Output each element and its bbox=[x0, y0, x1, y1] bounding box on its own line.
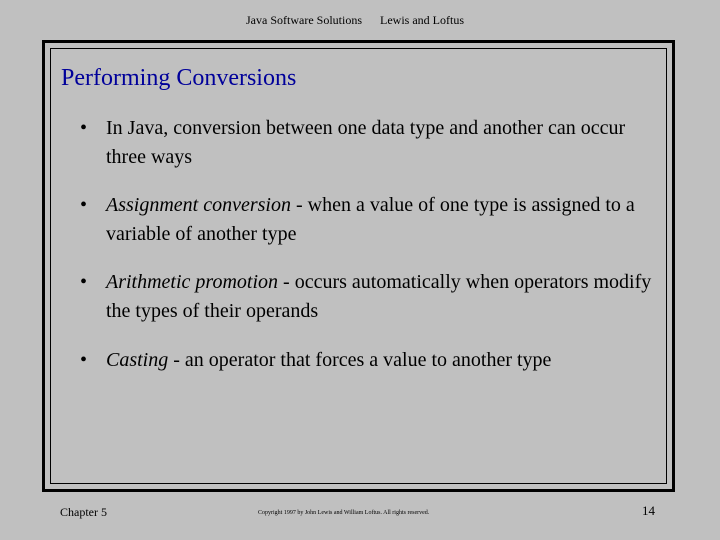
bullet-body: an operator that forces a value to another type bbox=[184, 349, 552, 371]
bullet-dot: • bbox=[80, 271, 88, 293]
bullet-term: Casting bbox=[106, 349, 169, 371]
bullet-text bbox=[80, 268, 660, 326]
bullet-separator: - bbox=[290, 194, 308, 216]
bullet-term: Assignment conversion bbox=[106, 194, 291, 216]
bullet-separator: - bbox=[278, 271, 295, 293]
footer-copyright: Copyright 1997 by John Lewis and William Loftus. All rights reserved. bbox=[258, 510, 430, 516]
footer-chapter: Chapter 5 bbox=[60, 505, 107, 519]
bullet-body: In Java, conversion between one data type and another can occur three ways bbox=[106, 117, 626, 168]
bullet-item bbox=[80, 268, 660, 326]
bullet-separator: - bbox=[168, 349, 185, 371]
bullet-dot: • bbox=[80, 194, 88, 216]
bullet-body: when a value of one type is assigned to a variable of another type bbox=[106, 194, 635, 245]
bullet-item bbox=[80, 114, 660, 172]
header-left-text: Java Software Solutions bbox=[246, 13, 362, 27]
slide-title: Performing Conversions bbox=[61, 65, 297, 91]
bullet-body: occurs automatically when operators modify the types of their operands bbox=[106, 271, 652, 322]
bullet-term: Arithmetic promotion bbox=[106, 271, 279, 293]
bullet-text bbox=[80, 346, 660, 375]
bullet-text bbox=[80, 114, 660, 172]
bullet-text bbox=[80, 191, 660, 249]
footer-page-number: 14 bbox=[642, 503, 655, 518]
slide-frame bbox=[42, 40, 675, 492]
header-right-text: Lewis and Loftus bbox=[380, 13, 464, 27]
bullet-dot: • bbox=[80, 349, 88, 371]
bullet-item bbox=[80, 346, 660, 375]
bullet-item bbox=[80, 191, 660, 249]
bullet-dot: • bbox=[80, 117, 88, 139]
